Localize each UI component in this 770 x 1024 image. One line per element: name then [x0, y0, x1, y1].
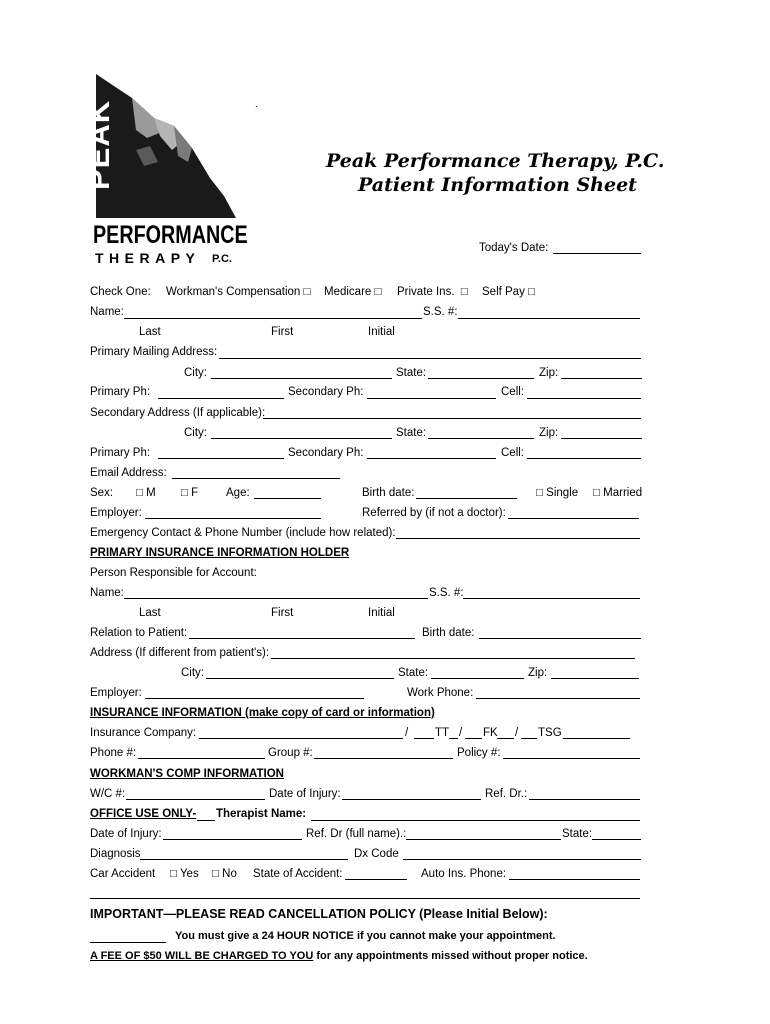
state-label-2: State:	[396, 427, 427, 439]
ss-field[interactable]	[458, 318, 640, 319]
policy-label: Policy #:	[457, 747, 501, 759]
diagnosis-label: Diagnosis	[90, 848, 141, 860]
option-self-pay[interactable]: Self Pay □	[482, 286, 535, 298]
stray-dot: .	[255, 99, 258, 110]
fk-field-2[interactable]	[497, 738, 514, 739]
state-label: State:	[396, 367, 427, 379]
insurance-heading: INSURANCE INFORMATION (make copy of card or information)	[90, 707, 435, 719]
city-field-2[interactable]	[211, 438, 392, 439]
ref-full-field[interactable]	[406, 839, 561, 840]
employer-label: Employer:	[90, 507, 142, 519]
state-field-2[interactable]	[428, 438, 534, 439]
logo-word-performance: PERFORMANCE	[93, 221, 248, 249]
logo-word-therapy: THERAPY	[95, 250, 201, 266]
holder-state-field[interactable]	[431, 678, 524, 679]
name-last-caption: Last	[139, 326, 161, 338]
holder-employer-label: Employer:	[90, 687, 142, 699]
holder-last-caption: Last	[139, 607, 161, 619]
work-phone-label: Work Phone:	[407, 687, 474, 699]
holder-city-field[interactable]	[206, 678, 394, 679]
insurance-company-label: Insurance Company:	[90, 727, 197, 739]
cell-label-2: Cell:	[501, 447, 525, 459]
therapist-field[interactable]	[311, 820, 640, 821]
todays-date-label: Today's Date:	[479, 242, 549, 254]
holder-address-field[interactable]	[271, 658, 635, 659]
state-field[interactable]	[428, 378, 534, 379]
auto-phone-field[interactable]	[509, 879, 640, 880]
zip-field[interactable]	[561, 378, 642, 379]
office-heading: OFFICE USE ONLY-	[90, 808, 197, 820]
employer-field[interactable]	[145, 518, 321, 519]
slash-3: /	[515, 727, 519, 739]
relation-field[interactable]	[189, 638, 415, 639]
holder-name-label: Name:	[90, 587, 124, 599]
holder-initial-caption: Initial	[368, 607, 395, 619]
email-field[interactable]	[172, 478, 340, 479]
check-one-label: Check One:	[90, 286, 151, 298]
diagnosis-field[interactable]	[140, 859, 348, 860]
holder-address-label: Address (If different from patient's):	[90, 647, 270, 659]
insurance-slash: /	[405, 727, 409, 739]
secondary-phone-label: Secondary Ph:	[288, 386, 364, 398]
ref-full-label: Ref. Dr (full name).:	[306, 828, 407, 840]
sex-m-checkbox[interactable]: □ M	[136, 487, 156, 499]
cell-label: Cell:	[501, 386, 525, 398]
insurance-phone-field[interactable]	[138, 758, 265, 759]
policy-initial-field[interactable]	[90, 942, 166, 943]
city-label: City:	[184, 367, 207, 379]
secondary-phone-field-2[interactable]	[367, 458, 496, 459]
city-label-2: City:	[184, 427, 207, 439]
state-accident-label: State of Accident:	[253, 868, 343, 880]
office-state-field[interactable]	[592, 839, 641, 840]
fk-label: FK	[483, 727, 498, 739]
car-accident-no[interactable]: □ No	[212, 868, 237, 880]
wc-ref-field[interactable]	[529, 799, 640, 800]
mailing-address-label: Primary Mailing Address:	[90, 346, 218, 358]
insurance-company-field[interactable]	[199, 738, 403, 739]
dx-code-label: Dx Code	[354, 848, 399, 860]
referred-label: Referred by (if not a doctor):	[362, 507, 506, 519]
sex-label: Sex:	[90, 487, 114, 499]
birth-date-field[interactable]	[416, 498, 517, 499]
tsg-label: TSG	[538, 727, 562, 739]
policy-fee-line	[90, 950, 588, 963]
car-accident-yes[interactable]: □ Yes	[170, 868, 199, 880]
slash-2: /	[459, 727, 463, 739]
secondary-phone-label-2: Secondary Ph:	[288, 447, 364, 459]
holder-heading: PRIMARY INSURANCE INFORMATION HOLDER	[90, 547, 350, 559]
city-field[interactable]	[211, 378, 392, 379]
wc-field[interactable]	[126, 799, 265, 800]
relation-label: Relation to Patient:	[90, 627, 188, 639]
name-field[interactable]	[124, 318, 422, 319]
wc-ref-label: Ref. Dr.:	[485, 788, 528, 800]
workcomp-heading: WORKMAN'S COMP INFORMATION	[90, 768, 284, 780]
holder-birth-label: Birth date:	[422, 627, 475, 639]
office-injury-field[interactable]	[163, 839, 302, 840]
age-field[interactable]	[254, 498, 321, 499]
birth-date-label: Birth date:	[362, 487, 415, 499]
holder-birth-field[interactable]	[479, 638, 641, 639]
zip-field-2[interactable]	[561, 438, 642, 439]
secondary-phone-field[interactable]	[367, 398, 496, 399]
logo-word-pc: P.C.	[212, 253, 232, 265]
policy-fee: A FEE OF $50 WILL BE CHARGED TO YOU	[90, 950, 314, 962]
divider-line	[90, 898, 640, 899]
fk-field[interactable]	[465, 738, 482, 739]
work-phone-field[interactable]	[476, 698, 640, 699]
primary-phone-label: Primary Ph:	[90, 386, 151, 398]
holder-city-label: City:	[181, 667, 204, 679]
option-workmans-comp[interactable]: Workman's Compensation □	[166, 286, 311, 298]
office-heading-gap	[197, 820, 215, 821]
wc-label: W/C #:	[90, 788, 126, 800]
holder-first-caption: First	[271, 607, 294, 619]
tt-field[interactable]	[414, 738, 434, 739]
holder-ss-field[interactable]	[463, 598, 640, 599]
therapist-label: Therapist Name:	[216, 808, 307, 820]
form-title: Patient Information Sheet	[358, 174, 637, 196]
email-label: Email Address:	[90, 467, 167, 479]
logo-word-peak: PEAK	[81, 99, 116, 190]
dx-code-field[interactable]	[403, 859, 641, 860]
office-state-label: State:	[562, 828, 593, 840]
sex-f-checkbox[interactable]: □ F	[181, 487, 199, 499]
referred-field[interactable]	[508, 518, 639, 519]
office-injury-label: Date of Injury:	[90, 828, 162, 840]
tt-field-2[interactable]	[449, 738, 458, 739]
emergency-contact-label: Emergency Contact & Phone Number (include how related):	[90, 527, 396, 539]
mailing-address-field[interactable]	[219, 358, 641, 359]
group-label: Group #:	[268, 747, 313, 759]
zip-label: Zip:	[539, 367, 559, 379]
tt-label: TT	[435, 727, 450, 739]
todays-date-field[interactable]	[553, 253, 641, 254]
name-first-caption: First	[271, 326, 294, 338]
holder-employer-field[interactable]	[145, 698, 364, 699]
married-checkbox[interactable]: □ Married	[593, 487, 643, 499]
insurance-phone-label: Phone #:	[90, 747, 137, 759]
car-accident-label: Car Accident	[90, 868, 156, 880]
zip-label-2: Zip:	[539, 427, 559, 439]
cell-field-2[interactable]	[527, 458, 641, 459]
primary-phone-label-2: Primary Ph:	[90, 447, 151, 459]
single-checkbox[interactable]: □ Single	[536, 487, 579, 499]
policy-notice: You must give a 24 HOUR NOTICE if you cannot make your appointment.	[175, 930, 556, 942]
auto-phone-label: Auto Ins. Phone:	[421, 868, 507, 880]
tsg-field-2[interactable]	[563, 738, 630, 739]
holder-zip-field[interactable]	[551, 678, 639, 679]
policy-field[interactable]	[503, 758, 640, 759]
cell-field[interactable]	[527, 398, 641, 399]
holder-zip-label: Zip:	[528, 667, 548, 679]
policy-heading: IMPORTANT—PLEASE READ CANCELLATION POLICY (Please Initial Below):	[90, 907, 548, 921]
option-medicare[interactable]: Medicare □	[324, 286, 382, 298]
name-initial-caption: Initial	[368, 326, 395, 338]
primary-phone-field[interactable]	[158, 398, 284, 399]
group-field[interactable]	[314, 758, 453, 759]
tsg-field[interactable]	[521, 738, 537, 739]
wc-injury-label: Date of Injury:	[269, 788, 341, 800]
policy-fee-rest: for any appointments missed without proper notice.	[316, 950, 588, 962]
ss-label: S.S. #:	[423, 306, 458, 318]
state-accident-field[interactable]	[345, 879, 407, 880]
secondary-address-field[interactable]	[263, 418, 641, 419]
option-private-ins[interactable]: Private Ins. □	[397, 286, 468, 298]
holder-name-field[interactable]	[124, 598, 428, 599]
secondary-address-label: Secondary Address (If applicable):	[90, 407, 266, 419]
wc-injury-field[interactable]	[342, 799, 481, 800]
emergency-contact-field[interactable]	[396, 538, 640, 539]
holder-state-label: State:	[398, 667, 429, 679]
company-title: Peak Performance Therapy, P.C.	[326, 150, 665, 172]
name-label: Name:	[90, 306, 124, 318]
responsible-label: Person Responsible for Account:	[90, 567, 257, 579]
primary-phone-field-2[interactable]	[158, 458, 284, 459]
holder-ss-label: S.S. #:	[429, 587, 464, 599]
age-label: Age:	[226, 487, 250, 499]
